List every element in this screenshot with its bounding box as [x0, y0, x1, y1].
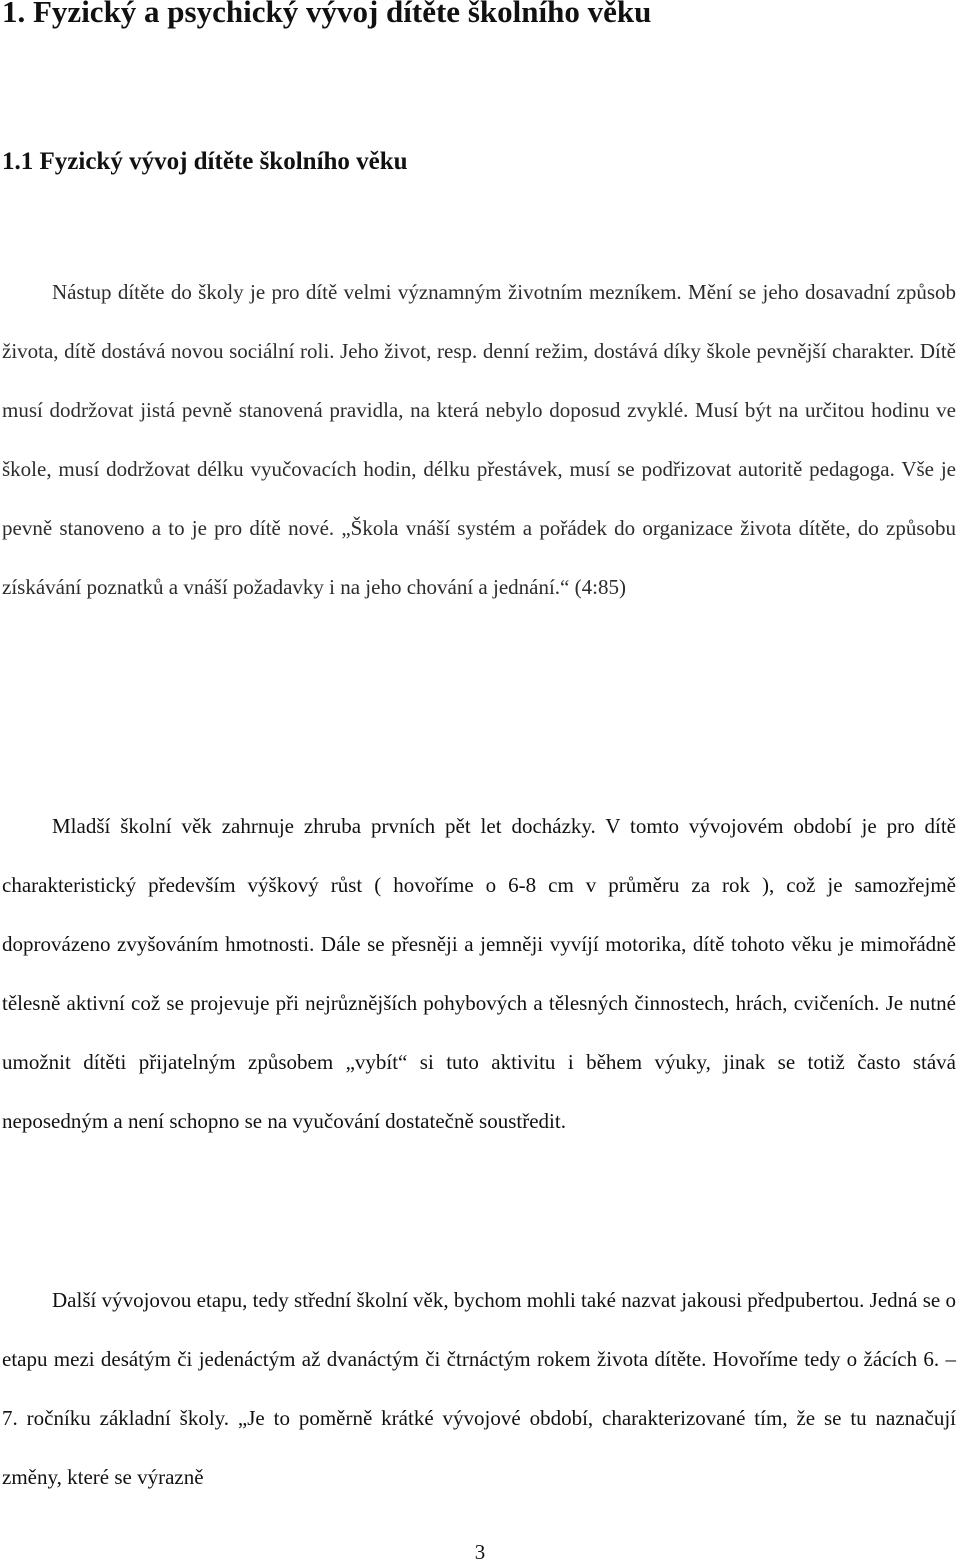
paragraph-school-entry: Nástup dítěte do školy je pro dítě velmi významným životním mezníkem. Mění se jeho dosavadní způsob života, dítě dostává novou sociální roli. Jeho život, resp. denní režim, dostává díky škole pevnější charakter. Dítě musí dodržovat jistá pevně stanovená pravidla, na která nebylo doposud zvyklé. Musí být na určitou hodinu ve škole, musí dodržovat délku vyučovacích hodin, délku přestávek, musí se podřizovat autoritě pedagoga. Vše je pevně stanoveno a to je pro dítě nové. „Škola vnáší systém a pořádek do organizace života dítěte, do způsobu získávání poznatků a vnáší požadavky i na jeho chování a jednání.“ (4:85) [2, 280, 956, 599]
section-title: 1.1 Fyzický vývoj dítěte školního věku [2, 148, 408, 175]
paragraph-middle-school-age: Další vývojovou etapu, tedy střední školní věk, bychom mohli také nazvat jakousi předpubertou. Jedná se o etapu mezi desátým či jedenáctým až dvanáctým či čtrnáctým rokem života dítěte. Hovoříme tedy o žácích 6. – 7. ročníku základní školy. „Je to poměrně krátké vývojové období, charakterizované tím, že se tu naznačují změny, které se výrazně [2, 1288, 956, 1489]
paragraph-younger-school-age: Mladší školní věk zahrnuje zhruba prvních pět let docházky. V tomto vývojovém období je pro dítě charakteristický především výškový růst ( hovoříme o 6-8 cm v průměru za rok ), což je samozřejmě doprovázeno zvyšováním hmotnosti. Dále se přesněji a jemněji vyvíjí motorika, dítě tohoto věku je mimořádně tělesně aktivní což se projevuje při nejrůznějších pohybových a tělesných činnostech, hrách, cvičeních. Je nutné umožnit dítěti přijatelným způsobem „vybít“ si tuto aktivitu i během výuky, jinak se totiž často stává neposedným a není schopno se na vyučování dostatečně soustředit. [2, 814, 956, 1133]
page-number: 3 [474, 1540, 486, 1564]
chapter-title: 1. Fyzický a psychický vývoj dítěte školního věku [2, 0, 652, 29]
